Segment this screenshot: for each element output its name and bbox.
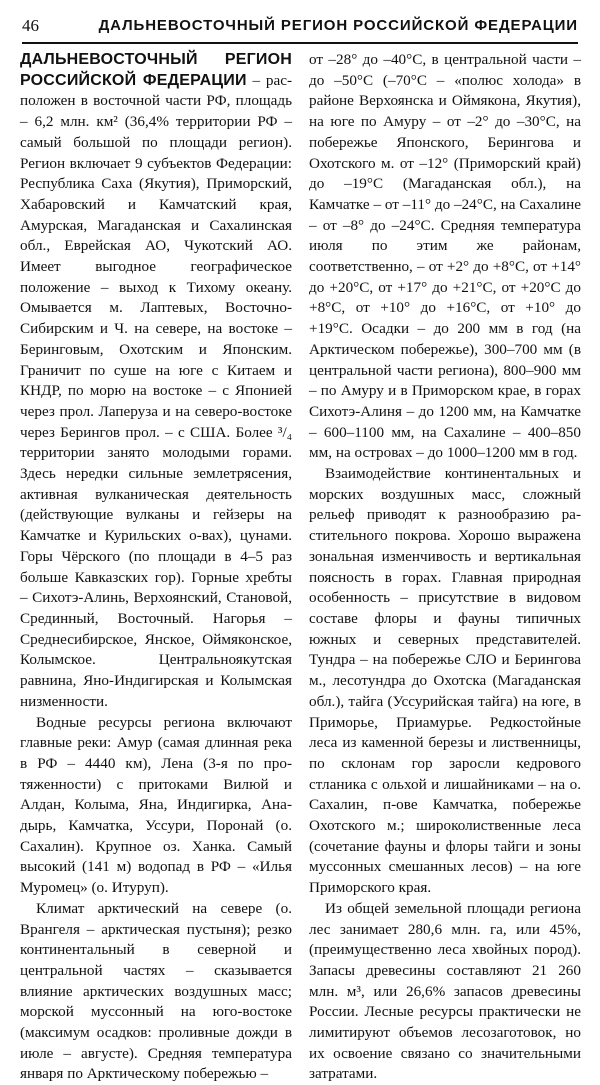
running-head: ДАЛЬНЕВОСТОЧНЫЙ РЕГИОН РОССИЙСКОЙ ФЕДЕРАЦИИ (98, 17, 578, 34)
paragraph-intro (20, 50, 292, 713)
paragraph-water-resources: Водные ресурсы региона включают главные реки: Амур (самая длинная река в РФ – 4440 км), Лена (3-я по протяженности) с притоками Вилюй и Алдан, Колыма, Яна, Индигирка, Анадырь, Камчатка, Уссури, Поронай (о. Сахалин). Крупное оз. Ханка. Самый высокий (141 м) водопад в РФ – «Илья Муромец» (о. Итуруп). (20, 713, 292, 897)
paragraph-temperatures: от –28° до –40°С, в центральной части – до –50°С (–70°С – «полюс холода» в районе Верхоянска и Оймякона, Якутия), на юге по Амуру – от –2° до –30°С, на побережье Японского, Берингова и Охотского м. от –12° (Приморский край) до –19°С (Магаданская обл.), на Камчатке – от –11° до –24°С, на Сахалине – от –8° до –24°С. Средняя температура июля по этим же районам, соответственно, – от +2° до +8°С, от +14° до +20°С, от +17° до +21°С, от +20°С до +8°С, от +10° до +16°С, от +10° до +19°С. Осадки – до 200 мм в год (на Арктическом побережье), 300–700 мм (в центральной части региона), 800–900 мм – по Амуру и в Приморском крае, в горах Сихотэ-Алиня – до 1200 мм, на Камчатке – 600–1100 мм, на Сахалине – 400–850 мм, на островах – до 1000–1200 мм в год. (309, 51, 581, 462)
paragraph-forests: Из общей земельной площади региона лес занимает 280,6 млн. га, или 45%, (преимущественно леса хвойных пород). Запасы древесины составляют 21 260 млн. м³, или 26,6% запасов древесины России. Лесные ресурсы практически не лимитируют объемов лесозаготовок, но их освоение связано со значительными затратами. (309, 899, 581, 1083)
paragraph-intro-text: – расположен в восточной части РФ, площадь – 6,2 млн. км² (36,4% территории РФ – самый большой по площади регион). Регион включает 9 субъектов Федерации: Республика Саха (Якутия), Приморский, Хабаровский и Камчатский края, Амурская, Магаданская и Сахалинская обл., Еврейская АО, Чукотский АО. Имеет выгодное географическое положение – выход к Тихому океану. Омывается м. Лаптевых, Восточно-Сибирским и Ч. на севере, на востоке – Беринговым, Охотским и Японским. Граничит по суше на юге с Китаем и КНДР, по морю на востоке – с Японией через прол. Лаперуза и на северо-востоке через Берингов прол. – с США. Более ³/₄ территории занято молодыми горами. Здесь нередки сильные землетрясения, активная вулканическая деятельность (действующие вулканы и гейзеры на Камчатке и Курильских о-вах), цунами. Горы Чёрского (по площади в 4–5 раз больше Кавказских гор). Горные хребты – Сихотэ-Алинь, Верхоянский, Становой, Срединный, Восточный. Нагорья – Среднесибирское, Янское, Оймяконское, Колымское. Центральноякутская равнина, Яно-Индигирская и Колымская низменности. (20, 71, 293, 710)
page-header (22, 10, 578, 44)
paragraph-climate: Климат арктический на севере (о. Врангеля – арктическая пустыня); резко континентальный в северной и центральной частях – сказывается влияние арктических воздушных масс; морской муссонный на юго-востоке (максимум осадков: проливные дожди в июле – августе). Средняя температура января по Арктическому побережью – (20, 899, 292, 1083)
page-number: 46 (22, 16, 39, 35)
paragraph-vegetation: Взаимодействие континентальных и морских воздушных масс, сложный рельеф приводят к разнообразию растительного покрова. Хорошо выражена зональная изменчивость и вертикальная поясность в горах. Главная природная особенность – присутствие в видовом составе флоры и фауны типичных южных и северных представителей. Тундра – на побережье СЛО и Берингова м., лесотундра до Охотска (Магаданская обл.), тайга (Уссурийская тайга) на юге, в Приморье, Приамурье. Редкостойные леса из каменной березы и лиственницы, по склонам гор заросли кедрового стланика с ольхой и лишайниками – на о. Сахалин, п-ове Камчатка, побережье Охотского м.; широколиственные леса (сочетание фауны и флоры тайги и зоны муссонных смешанных лесов) – на юге Приморского края. (309, 465, 581, 897)
right-column (309, 50, 581, 1085)
entry-title: ДАЛЬНЕВОСТОЧНЫЙ РЕГИОН РОССИЙСКОЙ ФЕДЕРАЦИИ (20, 51, 292, 89)
left-column (20, 50, 292, 1085)
